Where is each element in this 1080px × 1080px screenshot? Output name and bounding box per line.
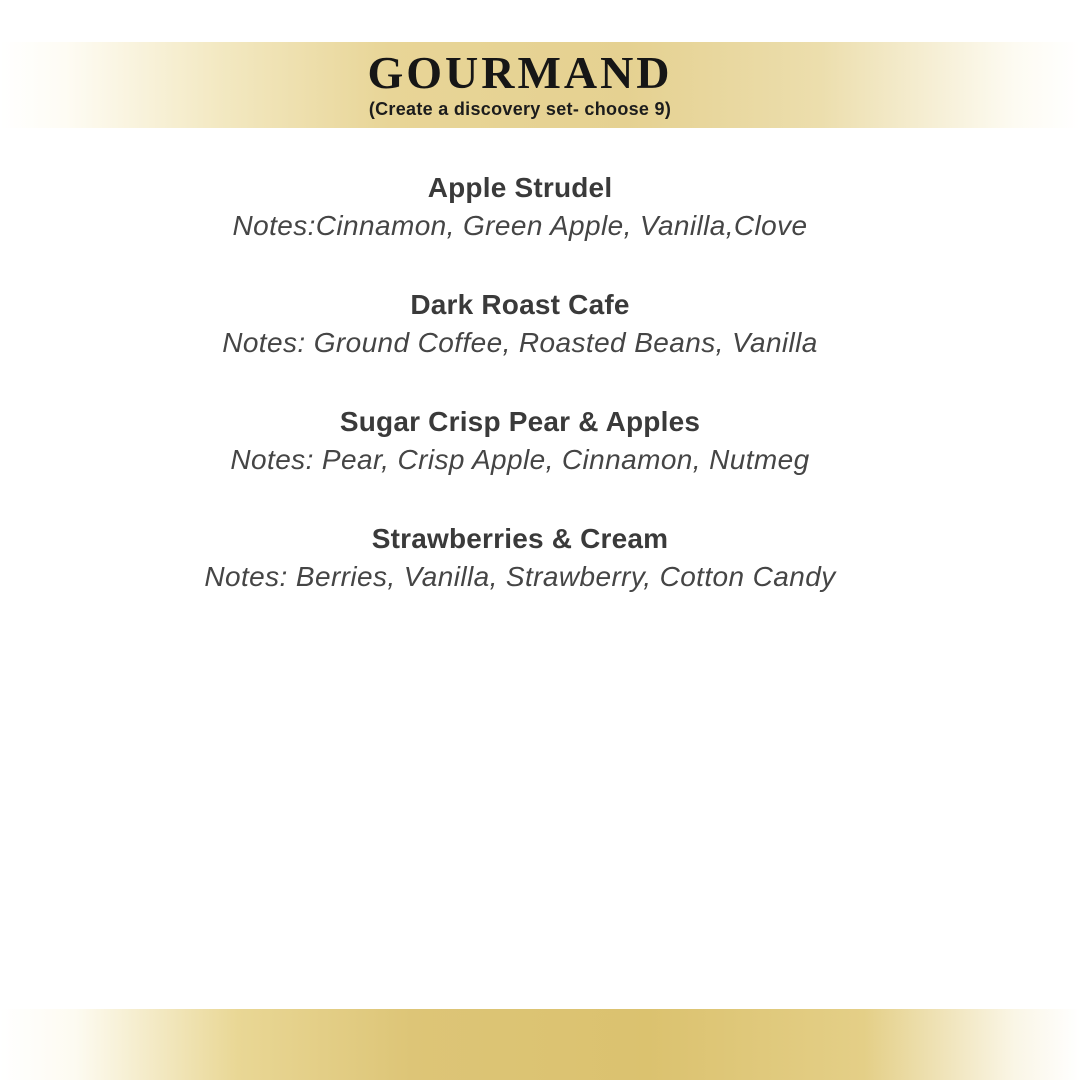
fragrance-notes: Notes:Cinnamon, Green Apple, Vanilla,Clove	[232, 210, 808, 241]
list-item	[0, 286, 1040, 362]
header-content	[0, 42, 1040, 128]
list-item	[0, 169, 1040, 245]
fragrance-name: Sugar Crisp Pear & Apples	[339, 406, 701, 437]
fragrance-notes: Notes: Pear, Crisp Apple, Cinnamon, Nutmeg	[230, 444, 810, 475]
fragrance-name: Strawberries & Cream	[371, 523, 669, 554]
header-banner	[0, 42, 1080, 128]
list-item	[0, 403, 1040, 479]
list-item	[0, 520, 1040, 596]
page-subtitle: (Create a discovery set- choose 9)	[368, 99, 672, 119]
page-title: GOURMAND	[367, 47, 673, 98]
fragrance-name: Dark Roast Cafe	[410, 289, 630, 320]
fragrance-list	[0, 169, 1040, 637]
footer-banner	[0, 1009, 1080, 1080]
fragrance-notes: Notes: Ground Coffee, Roasted Beans, Vanilla	[222, 327, 818, 358]
fragrance-notes: Notes: Berries, Vanilla, Strawberry, Cotton Candy	[204, 561, 836, 592]
fragrance-name: Apple Strudel	[427, 172, 613, 203]
